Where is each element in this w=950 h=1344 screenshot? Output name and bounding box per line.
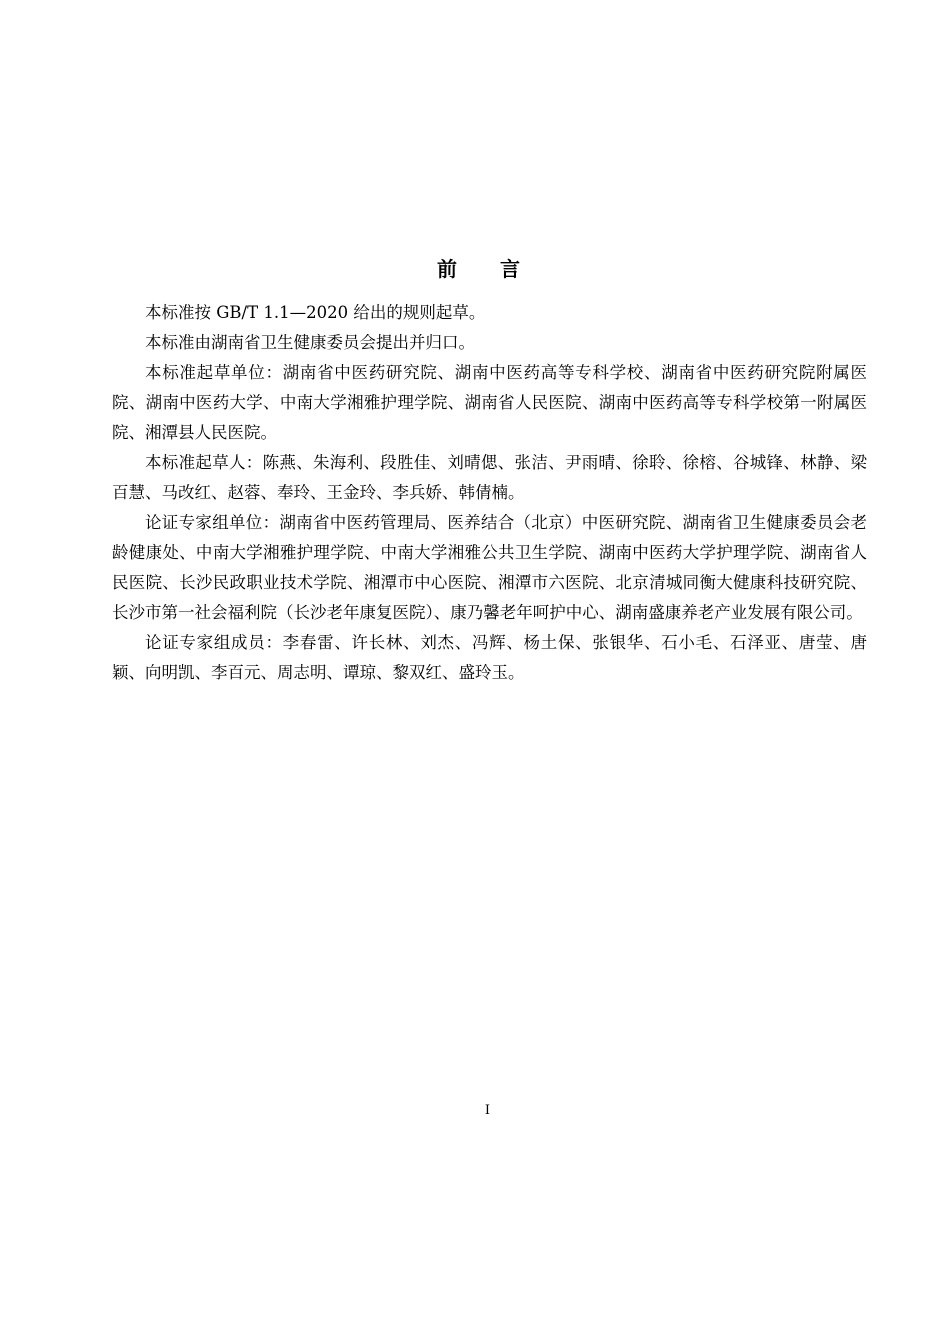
page-number: I	[484, 1103, 491, 1118]
page-title: 前 言	[437, 257, 538, 281]
paragraph-drafting-rules: 本标准按 GB/T 1.1—2020 给出的规则起草。	[145, 303, 486, 322]
paragraph-expert-members: 论证专家组成员：李春雷、许长林、刘杰、冯辉、杨土保、张银华、石小毛、石泽亚、唐莹、唐颖、向明凯、李百元、周志明、谭琼、黎双红、盛玲玉。	[112, 633, 867, 682]
paragraph-expert-units: 论证专家组单位：湖南省中医药管理局、医养结合（北京）中医研究院、湖南省卫生健康委员会老龄健康处、中南大学湘雅护理学院、中南大学湘雅公共卫生学院、湖南中医药大学护理学院、湖南省人民医院、长沙民政职业技术学院、湘潭市中心医院、湘潭市六医院、北京清城同衡大健康科技研究院、长沙市第一社会福利院（长沙老年康复医院）、康乃馨老年呵护中心、湖南盛康养老产业发展有限公司。	[112, 513, 867, 622]
paragraph-proposer: 本标准由湖南省卫生健康委员会提出并归口。	[145, 333, 475, 352]
paragraph-drafters: 本标准起草人：陈燕、朱海利、段胜佳、刘晴偲、张洁、尹雨晴、徐聆、徐榕、谷城锋、林静、梁百慧、马改红、赵蓉、奉玲、王金玲、李兵娇、韩倩楠。	[112, 453, 867, 502]
paragraph-drafting-units: 本标准起草单位：湖南省中医药研究院、湖南中医药高等专科学校、湖南省中医药研究院附属医院、湖南中医药大学、中南大学湘雅护理学院、湖南省人民医院、湖南中医药高等专科学校第一附属医院、湘潭县人民医院。	[112, 363, 867, 442]
foreword-body	[112, 298, 867, 688]
